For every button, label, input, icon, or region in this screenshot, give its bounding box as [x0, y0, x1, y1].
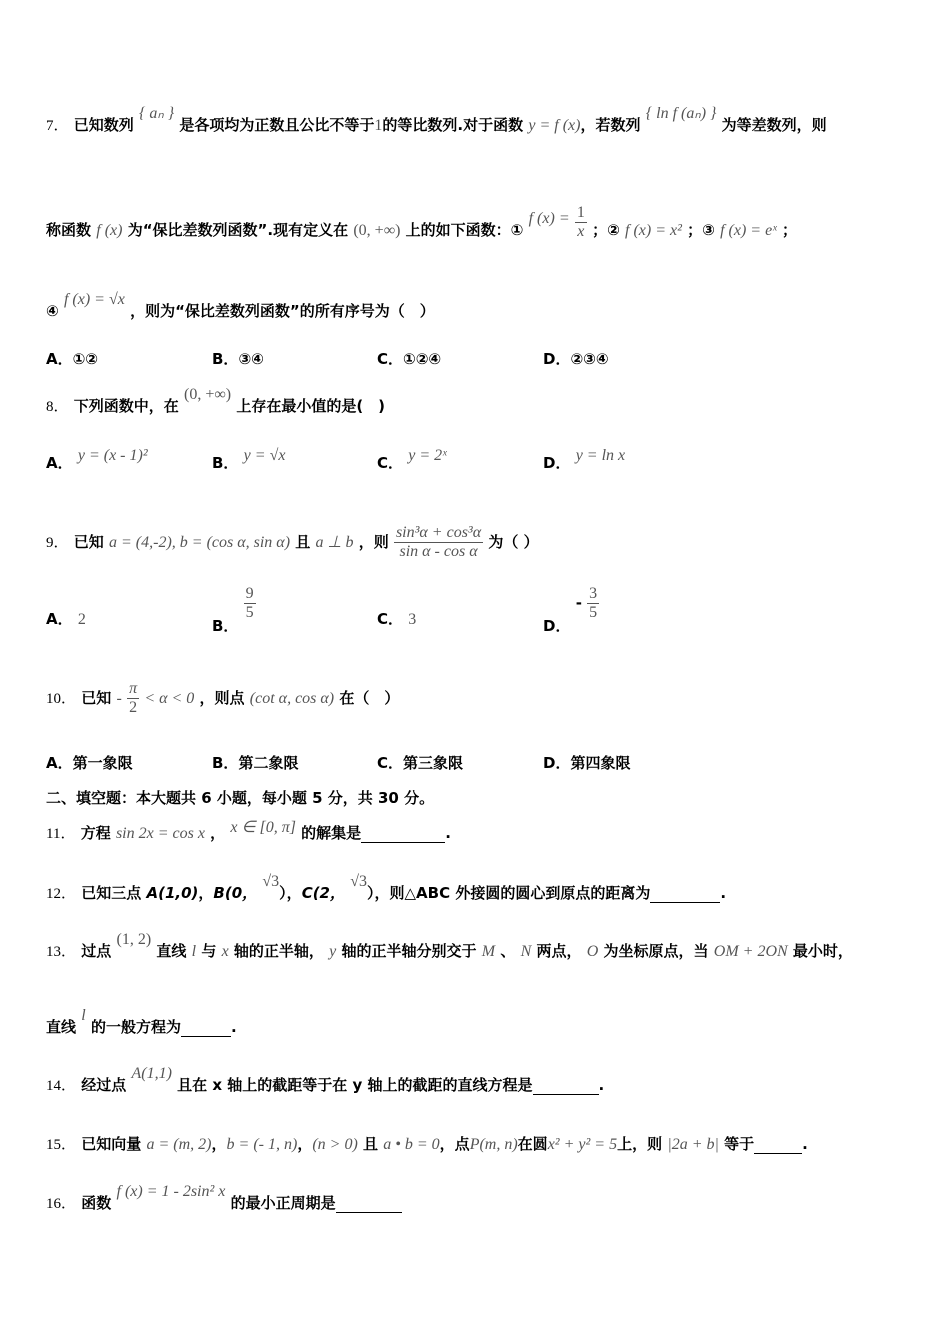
q16-number: 16．	[46, 1196, 77, 1212]
q10-text: 在（ ）	[339, 689, 400, 707]
q13-text: 为坐标原点，当	[603, 942, 709, 960]
q10-cond-sign: -	[116, 690, 122, 707]
q15-math-circle: x² + y² = 5	[547, 1136, 618, 1153]
q8-math-domain: (0, +∞)	[184, 386, 232, 403]
q9-option-c[interactable]	[377, 608, 416, 629]
option-label: D．	[543, 454, 571, 472]
q12-sqrt: √3	[262, 873, 280, 890]
q15-text: .	[802, 1135, 808, 1153]
q11-answer-blank[interactable]	[361, 824, 445, 843]
q14-text: 且在 x 轴上的截距等于在 y 轴上的截距的直线方程是	[177, 1076, 533, 1094]
q12-text: ），则△ABC 外接圆的圆心到原点的距离为	[367, 884, 651, 902]
q13-math-point: (1, 2)	[116, 931, 152, 948]
q15-math-b: b = (- 1, n)	[226, 1136, 298, 1153]
q8-line	[46, 386, 386, 416]
q7-math-fx: f (x)	[96, 222, 123, 239]
q7-text: 已知数列	[73, 116, 134, 134]
option-label: A．	[46, 754, 73, 772]
q16-text: 的最小正周期是	[230, 1194, 336, 1212]
q12-text: 已知三点	[81, 884, 142, 902]
q11-text: .	[445, 824, 451, 842]
q9-math-vectors: a = (4,-2), b = (cos α, sin α)	[109, 534, 291, 551]
q13-text: 轴的正半轴分别交于	[341, 942, 477, 960]
q9-math-perp: a ⊥ b	[315, 534, 354, 551]
option-value: y = ln x	[575, 447, 626, 464]
q7-option-d[interactable]	[543, 348, 609, 369]
option-label: B．	[212, 754, 239, 772]
q10-fraction	[127, 680, 139, 717]
q9-line	[46, 524, 539, 561]
q10-option-b[interactable]	[212, 752, 298, 773]
q13-text: 的一般方程为	[90, 1018, 181, 1036]
q8-option-d[interactable]	[543, 447, 626, 473]
q7-text: 为等差数列，则	[721, 116, 827, 134]
option-sign: -	[575, 594, 582, 612]
q10-option-d[interactable]	[543, 752, 630, 773]
q12-text: ，	[198, 884, 214, 902]
q7-option-a[interactable]	[46, 348, 98, 369]
q15-math-abs: |2a + b|	[667, 1136, 719, 1153]
q15-text: ，	[297, 1135, 313, 1153]
q9-option-d[interactable]	[543, 585, 599, 635]
option-fraction	[587, 585, 599, 622]
q7-fraction-num: 1	[576, 204, 585, 221]
option-fraction-den: 5	[245, 604, 254, 621]
q10-option-c[interactable]	[377, 752, 463, 773]
option-value: ③④	[238, 350, 264, 368]
q7-line2	[46, 204, 797, 249]
q7-text: ；③	[687, 221, 715, 239]
q13-text: 最小时，	[792, 942, 853, 960]
q12-line	[46, 873, 727, 903]
q16-answer-blank[interactable]	[336, 1194, 402, 1213]
q14-text: 经过点	[81, 1076, 127, 1094]
q11-text: ，	[210, 824, 226, 842]
q11-text: 的解集是	[301, 824, 362, 842]
q7-text: ，若数列	[580, 116, 641, 134]
q7-option-c[interactable]	[377, 348, 441, 369]
q7-math-one: 1	[374, 117, 383, 134]
q10-cond-rest: < α < 0	[144, 690, 195, 707]
q15-math-a: a = (m, 2)	[146, 1136, 212, 1153]
q13-text: 轴的正半轴，	[233, 942, 324, 960]
q9-text: 已知	[73, 533, 104, 551]
q10-fraction-den: 2	[129, 699, 138, 716]
q9-option-a[interactable]	[46, 608, 86, 629]
q8-text: 下列函数中，在	[73, 397, 179, 415]
q15-text: ，	[211, 1135, 227, 1153]
q9-fraction-num: sin³α + cos³α	[395, 524, 482, 541]
option-label: B．	[212, 617, 239, 635]
q13-math-x: x	[221, 943, 229, 960]
option-label: D．	[543, 754, 571, 772]
q10-text: 已知	[81, 689, 112, 707]
q10-option-a[interactable]	[46, 752, 133, 773]
q15-text: ，点	[439, 1135, 470, 1153]
q13-line1	[46, 931, 853, 961]
q7-text: ④	[46, 302, 59, 320]
option-fraction-num: 3	[589, 585, 598, 602]
q13-math-y: y	[329, 943, 337, 960]
q11-math-range: x ∈ [0, π]	[230, 819, 296, 836]
option-label: C．	[377, 610, 404, 628]
q7-text: 上的如下函数：①	[405, 221, 524, 239]
option-label: C．	[377, 754, 404, 772]
q10-math-point: (cot α, cos α)	[249, 690, 335, 707]
q13-text: 、	[500, 942, 516, 960]
q13-text: 过点	[81, 942, 112, 960]
q14-answer-blank[interactable]	[533, 1076, 599, 1095]
q10-number: 10．	[46, 691, 77, 707]
q13-answer-blank[interactable]	[181, 1018, 231, 1037]
q9-text: 且	[295, 533, 311, 551]
q11-line	[46, 819, 451, 843]
option-value: 第二象限	[238, 754, 299, 772]
q7-text: ；	[781, 221, 797, 239]
q7-line1	[46, 105, 827, 135]
q16-line	[46, 1183, 402, 1213]
q7-text: 是各项均为正数且公比不等于	[179, 116, 375, 134]
q10-fraction-num: π	[129, 680, 138, 697]
q15-answer-blank[interactable]	[754, 1135, 802, 1154]
option-value: y = √x	[243, 447, 286, 464]
q13-math-expr: OM + 2ON	[713, 943, 788, 960]
q8-option-b[interactable]	[212, 447, 286, 473]
q7-text: ；②	[592, 221, 620, 239]
q7-math-domain: (0, +∞)	[353, 222, 401, 239]
q14-text: .	[598, 1076, 605, 1094]
q12-sqrt: √3	[350, 873, 368, 890]
q9-number: 9．	[46, 535, 69, 551]
q12-point-b: B(0，	[213, 884, 258, 902]
q7-fraction	[575, 204, 587, 241]
section-heading: 二、填空题：本大题共 6 小题，每小题 5 分，共 30 分。	[46, 789, 435, 807]
q12-text: ），	[279, 884, 302, 902]
q7-fraction-den: x	[577, 223, 585, 240]
q11-math-eq: sin 2x = cos x	[115, 825, 205, 842]
q14-math-point: A(1,1)	[131, 1065, 172, 1082]
q13-math-l: l	[191, 943, 197, 960]
q8-text: 上存在最小值的是( )	[236, 397, 386, 415]
q7-text: 称函数	[46, 221, 92, 239]
q9-fraction-den: sin α - cos α	[399, 543, 478, 560]
option-label: B．	[212, 454, 239, 472]
q7-math-f4: f (x) = √x	[63, 291, 125, 308]
q7-math-seq: { aₙ }	[139, 105, 175, 122]
q7-text: ，则为“保比差数列函数”的所有序号为（ ）	[130, 302, 435, 320]
q13-math-o: O	[586, 943, 599, 960]
q16-text: 函数	[81, 1194, 112, 1212]
q7-text: 的等比数列.对于函数	[382, 116, 524, 134]
option-label: A．	[46, 350, 73, 368]
option-value: 3	[408, 611, 417, 628]
q13-number: 13．	[46, 944, 77, 960]
q13-text: 直线	[46, 1018, 77, 1036]
q15-text: 且	[363, 1135, 379, 1153]
q15-text: 等于	[724, 1135, 755, 1153]
q11-number: 11．	[46, 826, 76, 842]
q12-point-a: A(1,0)	[146, 884, 199, 902]
q14-number: 14．	[46, 1078, 77, 1094]
q11-text: 方程	[80, 824, 111, 842]
option-label: D．	[543, 617, 571, 635]
q15-number: 15．	[46, 1137, 77, 1153]
option-value: ②③④	[570, 350, 609, 368]
q13-math-n: N	[520, 943, 532, 960]
q9-fraction	[394, 524, 483, 561]
q13-text: 直线	[156, 942, 187, 960]
option-label: D．	[543, 350, 571, 368]
q9-text: 为（ ）	[488, 533, 539, 551]
q15-text: 在圆	[517, 1135, 548, 1153]
q15-math-dot: a • b = 0	[383, 1136, 440, 1153]
q13-math-m: M	[481, 943, 496, 960]
option-value: 第四象限	[570, 754, 631, 772]
q12-text: .	[720, 884, 727, 902]
q8-option-a[interactable]	[46, 447, 148, 473]
option-label: B．	[212, 350, 239, 368]
option-value: 第三象限	[403, 754, 464, 772]
q14-line	[46, 1065, 605, 1095]
q13-line2	[46, 1007, 237, 1037]
q10-text: ，则点	[199, 689, 245, 707]
q7-math-f1: f (x) =	[528, 210, 570, 227]
q15-line	[46, 1133, 808, 1154]
option-value: 第一象限	[72, 754, 133, 772]
q12-point-c: C(2，	[301, 884, 345, 902]
q9-option-b[interactable]	[212, 585, 256, 635]
option-label: A．	[46, 454, 73, 472]
q7-text: 为“保比差数列函数”.现有定义在	[127, 221, 349, 239]
option-fraction	[244, 585, 256, 622]
option-label: A．	[46, 610, 73, 628]
q8-option-c[interactable]	[377, 447, 447, 473]
q10-line	[46, 680, 399, 717]
q16-math-func: f (x) = 1 - 2sin² x	[116, 1183, 226, 1200]
q15-math-cond: (n > 0)	[312, 1136, 358, 1153]
q7-math-f3: f (x) = eˣ	[720, 222, 777, 239]
option-value: y = 2ˣ	[408, 447, 447, 464]
q7-option-b[interactable]	[212, 348, 264, 369]
option-fraction-num: 9	[245, 585, 254, 602]
q15-math-p: P(m, n)	[469, 1136, 518, 1153]
option-value: 2	[77, 611, 86, 628]
q9-text: ，则	[358, 533, 389, 551]
option-label: C．	[377, 350, 404, 368]
option-value: ①②	[72, 350, 99, 368]
q8-number: 8．	[46, 399, 69, 415]
q7-line3	[46, 291, 435, 321]
q12-number: 12．	[46, 886, 77, 902]
q7-number: 7．	[46, 118, 69, 134]
option-label: C．	[377, 454, 404, 472]
q15-text: 已知向量	[81, 1135, 142, 1153]
q7-math-func: y = f (x)	[528, 117, 581, 134]
q7-math-seq2: { ln f (aₙ) }	[645, 105, 717, 122]
q12-answer-blank[interactable]	[650, 884, 720, 903]
q7-math-f2: f (x) = x²	[625, 222, 682, 239]
q13-text: 与	[201, 942, 217, 960]
q13-math-l: l	[81, 1007, 86, 1024]
option-value: y = (x - 1)²	[77, 447, 148, 464]
q15-text: 上，则	[617, 1135, 663, 1153]
option-value: ①②④	[403, 350, 442, 368]
q13-text: 两点，	[536, 942, 582, 960]
q13-text: .	[230, 1018, 237, 1036]
option-fraction-den: 5	[589, 604, 598, 621]
